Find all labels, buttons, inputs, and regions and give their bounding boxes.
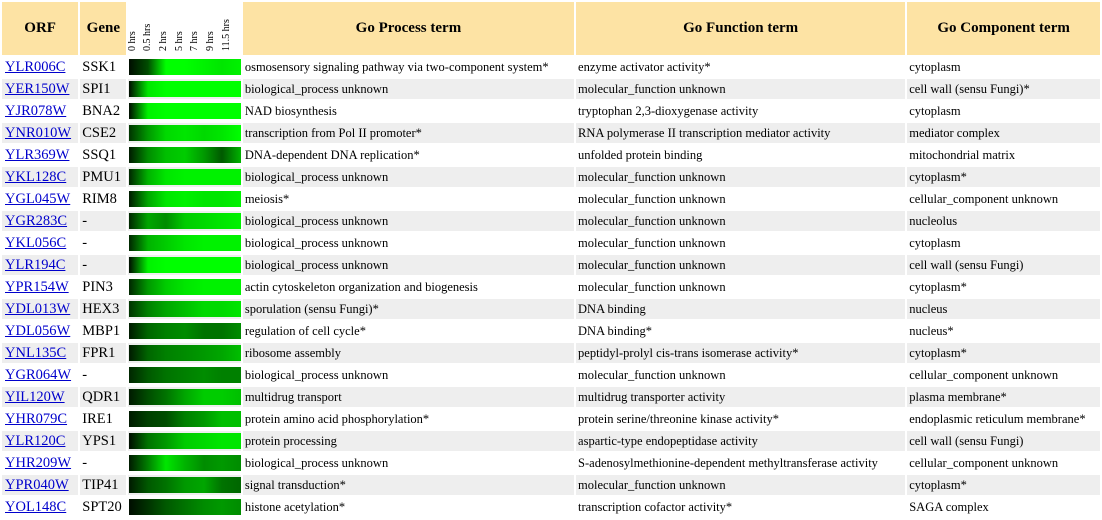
orf-link[interactable]: YGR283C (5, 212, 68, 229)
process-term-cell: signal transduction* (244, 477, 346, 492)
gene-cell: - (82, 256, 88, 273)
expression-heatmap-cell (128, 409, 240, 429)
process-term-cell: biological_process unknown (244, 81, 389, 96)
gene-cell: - (82, 454, 88, 471)
orf-link[interactable]: YHR209W (5, 454, 72, 471)
process-term-cell: histone acetylation* (244, 499, 346, 514)
process-term-cell: osmosensory signaling pathway via two-component system* (244, 59, 549, 74)
orf-cell (2, 101, 78, 121)
function-term-cell: enzyme activator activity* (578, 59, 711, 74)
gene-cell: SSQ1 (82, 146, 117, 163)
process-term-cell: multidrug transport (244, 389, 342, 404)
orf-cell (2, 453, 78, 473)
process-term-cell: ribosome assembly (244, 345, 341, 360)
orf-cell (2, 321, 78, 341)
orf-link[interactable]: YNR010W (5, 124, 72, 141)
gene-cell: - (82, 212, 88, 229)
orf-cell (2, 145, 78, 165)
expression-heatmap-bar (129, 59, 241, 75)
component-term-cell: cell wall (sensu Fungi) (909, 433, 1024, 448)
table-row (2, 123, 1100, 143)
component-term-cell: cytoplasm* (909, 169, 967, 184)
process-term-cell: protein amino acid phosphorylation* (244, 411, 430, 426)
orf-cell (2, 211, 78, 231)
table-row (2, 211, 1100, 231)
gene-cell: SSK1 (82, 58, 117, 75)
function-term-cell: unfolded protein binding (578, 147, 703, 162)
orf-cell (2, 387, 78, 407)
process-term-cell: NAD biosynthesis (244, 103, 337, 118)
function-term-cell: DNA binding (578, 301, 646, 316)
function-term-cell: molecular_function unknown (578, 235, 726, 250)
orf-cell (2, 79, 78, 99)
expression-heatmap-bar (129, 433, 241, 449)
component-term-cell: cytoplasm (909, 235, 961, 250)
orf-link[interactable]: YDL013W (5, 300, 71, 317)
expression-heatmap-bar (129, 323, 241, 339)
orf-link[interactable]: YJR078W (5, 102, 67, 119)
table-row (2, 365, 1100, 385)
process-term-cell: protein processing (244, 433, 337, 448)
expression-heatmap-bar (129, 455, 241, 471)
function-term-cell: protein serine/threonine kinase activity* (578, 411, 780, 426)
expression-heatmap-bar (129, 301, 241, 317)
expression-heatmap-bar (129, 367, 241, 383)
orf-cell (2, 123, 78, 143)
expression-heatmap-bar (129, 235, 241, 251)
expression-heatmap-cell (128, 431, 240, 451)
function-term-cell: transcription cofactor activity* (578, 499, 733, 514)
expression-heatmap-cell (128, 321, 240, 341)
orf-cell (2, 233, 78, 253)
function-term-cell: molecular_function unknown (578, 81, 726, 96)
gene-cell: HEX3 (82, 300, 120, 317)
orf-link[interactable]: YER150W (5, 80, 70, 97)
function-term-cell: tryptophan 2,3-dioxygenase activity (578, 103, 759, 118)
expression-heatmap-cell (128, 387, 240, 407)
component-term-cell: cytoplasm* (909, 477, 967, 492)
table-row (2, 497, 1100, 517)
component-term-cell: nucleolus (909, 213, 958, 228)
timepoint-label: 11.5 hrs (221, 19, 233, 51)
orf-cell (2, 365, 78, 385)
gene-cell: SPI1 (82, 80, 111, 97)
orf-cell (2, 497, 78, 517)
expression-heatmap-bar (129, 389, 241, 405)
expression-heatmap-cell (128, 475, 240, 495)
expression-heatmap-bar (129, 169, 241, 185)
expression-heatmap-bar (129, 477, 241, 493)
function-term-cell: multidrug transporter activity (578, 389, 726, 404)
gene-cell: YPS1 (82, 432, 117, 449)
component-term-cell: mitochondrial matrix (909, 147, 1016, 162)
function-term-cell: peptidyl-prolyl cis-trans isomerase activity* (578, 345, 799, 360)
expression-heatmap-cell (128, 167, 240, 187)
orf-cell (2, 255, 78, 275)
timepoint-label: 0.5 hrs (142, 23, 154, 51)
expression-heatmap-bar (129, 411, 241, 427)
expression-heatmap-cell (128, 343, 240, 363)
function-term-cell: molecular_function unknown (578, 213, 726, 228)
orf-link[interactable]: YPR040W (5, 476, 69, 493)
timepoint-column-header (128, 2, 240, 55)
process-term-cell: transcription from Pol II promoter* (244, 125, 422, 140)
timepoint-label: 7 hrs (189, 31, 201, 51)
table-row (2, 255, 1100, 275)
orf-link[interactable]: YNL135C (5, 344, 67, 361)
gene-cell: QDR1 (82, 388, 121, 405)
table-row (2, 277, 1100, 297)
expression-heatmap-cell (128, 255, 240, 275)
table-row (2, 475, 1100, 495)
expression-heatmap-bar (129, 499, 241, 515)
function-term-cell: S-adenosylmethionine-dependent methyltransferase activity (578, 455, 878, 470)
component-term-cell: mediator complex (909, 125, 1000, 140)
component-term-cell: nucleus* (909, 323, 954, 338)
component-term-cell: nucleus (909, 301, 948, 316)
table-row (2, 453, 1100, 473)
timepoint-label: 5 hrs (174, 31, 186, 51)
header-row (2, 2, 1100, 55)
process-term-cell: biological_process unknown (244, 235, 389, 250)
orf-link[interactable]: YGL045W (5, 190, 71, 207)
component-term-cell: cellular_component unknown (909, 191, 1059, 206)
table-row (2, 189, 1100, 209)
expression-heatmap-bar (129, 103, 241, 119)
gene-column-header: Gene (80, 2, 126, 55)
gene-cell: - (82, 234, 88, 251)
orf-link[interactable]: YLR369W (5, 146, 70, 163)
table-row (2, 167, 1100, 187)
function-column-header: Go Function term (576, 2, 905, 55)
component-term-cell: cytoplasm* (909, 279, 967, 294)
orf-cell (2, 189, 78, 209)
expression-heatmap-bar (129, 345, 241, 361)
process-term-cell: biological_process unknown (244, 455, 389, 470)
function-term-cell: molecular_function unknown (578, 279, 726, 294)
table-row (2, 57, 1100, 77)
gene-cell: MBP1 (82, 322, 121, 339)
orf-cell (2, 431, 78, 451)
expression-heatmap-cell (128, 365, 240, 385)
expression-heatmap-cell (128, 453, 240, 473)
process-column-header: Go Process term (243, 2, 574, 55)
timepoint-label: 0 hrs (127, 31, 139, 51)
expression-heatmap-bar (129, 279, 241, 295)
expression-heatmap-cell (128, 277, 240, 297)
function-term-cell: DNA binding* (578, 323, 652, 338)
expression-heatmap-cell (128, 189, 240, 209)
component-term-cell: SAGA complex (909, 499, 989, 514)
orf-cell (2, 277, 78, 297)
expression-heatmap-cell (128, 299, 240, 319)
orf-link[interactable]: YKL056C (5, 234, 67, 251)
gene-cell: PIN3 (82, 278, 113, 295)
orf-link[interactable]: YLR120C (5, 432, 66, 449)
table-row (2, 343, 1100, 363)
gene-cell: RIM8 (82, 190, 117, 207)
component-term-cell: cytoplasm (909, 103, 961, 118)
orf-link[interactable]: YLR006C (5, 58, 66, 75)
orf-link[interactable]: YKL128C (5, 168, 67, 185)
expression-heatmap-bar (129, 147, 241, 163)
orf-cell (2, 409, 78, 429)
function-term-cell: molecular_function unknown (578, 367, 726, 382)
process-term-cell: regulation of cell cycle* (244, 323, 366, 338)
table-row (2, 387, 1100, 407)
expression-heatmap-cell (128, 123, 240, 143)
component-column-header: Go Component term (907, 2, 1100, 55)
table-row (2, 431, 1100, 451)
process-term-cell: biological_process unknown (244, 213, 389, 228)
orf-link[interactable]: YLR194C (5, 256, 66, 273)
expression-heatmap-cell (128, 211, 240, 231)
process-term-cell: meiosis* (244, 191, 290, 206)
component-term-cell: cytoplasm (909, 59, 961, 74)
expression-heatmap-bar (129, 191, 241, 207)
gene-cell: TIP41 (82, 476, 119, 493)
table-row (2, 145, 1100, 165)
table-row (2, 101, 1100, 121)
component-term-cell: plasma membrane* (909, 389, 1007, 404)
table-row (2, 299, 1100, 319)
process-term-cell: biological_process unknown (244, 367, 389, 382)
table-row (2, 321, 1100, 341)
orf-cell (2, 299, 78, 319)
orf-column-header: ORF (2, 2, 78, 55)
gene-cell: FPR1 (82, 344, 116, 361)
component-term-cell: cellular_component unknown (909, 455, 1059, 470)
component-term-cell: cell wall (sensu Fungi) (909, 257, 1024, 272)
component-term-cell: cellular_component unknown (909, 367, 1059, 382)
expression-heatmap-bar (129, 213, 241, 229)
process-term-cell: biological_process unknown (244, 169, 389, 184)
function-term-cell: aspartic-type endopeptidase activity (578, 433, 758, 448)
process-term-cell: biological_process unknown (244, 257, 389, 272)
orf-link[interactable]: YDL056W (5, 322, 71, 339)
expression-heatmap-bar (129, 257, 241, 273)
orf-cell (2, 57, 78, 77)
orf-cell (2, 343, 78, 363)
orf-link[interactable]: YHR079C (5, 410, 68, 427)
expression-heatmap-bar (129, 81, 241, 97)
function-term-cell: molecular_function unknown (578, 257, 726, 272)
gene-cell: CSE2 (82, 124, 117, 141)
gene-cell: IRE1 (82, 410, 113, 427)
gene-cell: PMU1 (82, 168, 121, 185)
expression-heatmap-bar (129, 125, 241, 141)
function-term-cell: RNA polymerase II transcription mediator activity (578, 125, 831, 140)
orf-cell (2, 475, 78, 495)
component-term-cell: cytoplasm* (909, 345, 967, 360)
orf-cell (2, 167, 78, 187)
process-term-cell: DNA-dependent DNA replication* (244, 147, 420, 162)
function-term-cell: molecular_function unknown (578, 191, 726, 206)
expression-heatmap-cell (128, 145, 240, 165)
table-body (2, 57, 1100, 517)
gene-cell: SPT20 (82, 498, 122, 515)
component-term-cell: cell wall (sensu Fungi)* (909, 81, 1030, 96)
expression-heatmap-cell (128, 497, 240, 517)
orf-link[interactable]: YOL148C (5, 498, 67, 515)
expression-heatmap-cell (128, 233, 240, 253)
table-row (2, 79, 1100, 99)
expression-heatmap-cell (128, 79, 240, 99)
gene-cell: BNA2 (82, 102, 121, 119)
expression-heatmap-cell (128, 57, 240, 77)
gene-cell: - (82, 366, 88, 383)
process-term-cell: sporulation (sensu Fungi)* (244, 301, 379, 316)
table-row (2, 233, 1100, 253)
orf-link[interactable]: YGR064W (5, 366, 72, 383)
function-term-cell: molecular_function unknown (578, 477, 726, 492)
process-term-cell: actin cytoskeleton organization and biogenesis (244, 279, 478, 294)
component-term-cell: endoplasmic reticulum membrane* (909, 411, 1086, 426)
function-term-cell: molecular_function unknown (578, 169, 726, 184)
table-row (2, 409, 1100, 429)
timepoint-label: 9 hrs (205, 31, 217, 51)
timepoint-label: 2 hrs (158, 31, 170, 51)
orf-link[interactable]: YPR154W (5, 278, 69, 295)
expression-heatmap-cell (128, 101, 240, 121)
orf-link[interactable]: YIL120W (5, 388, 65, 405)
